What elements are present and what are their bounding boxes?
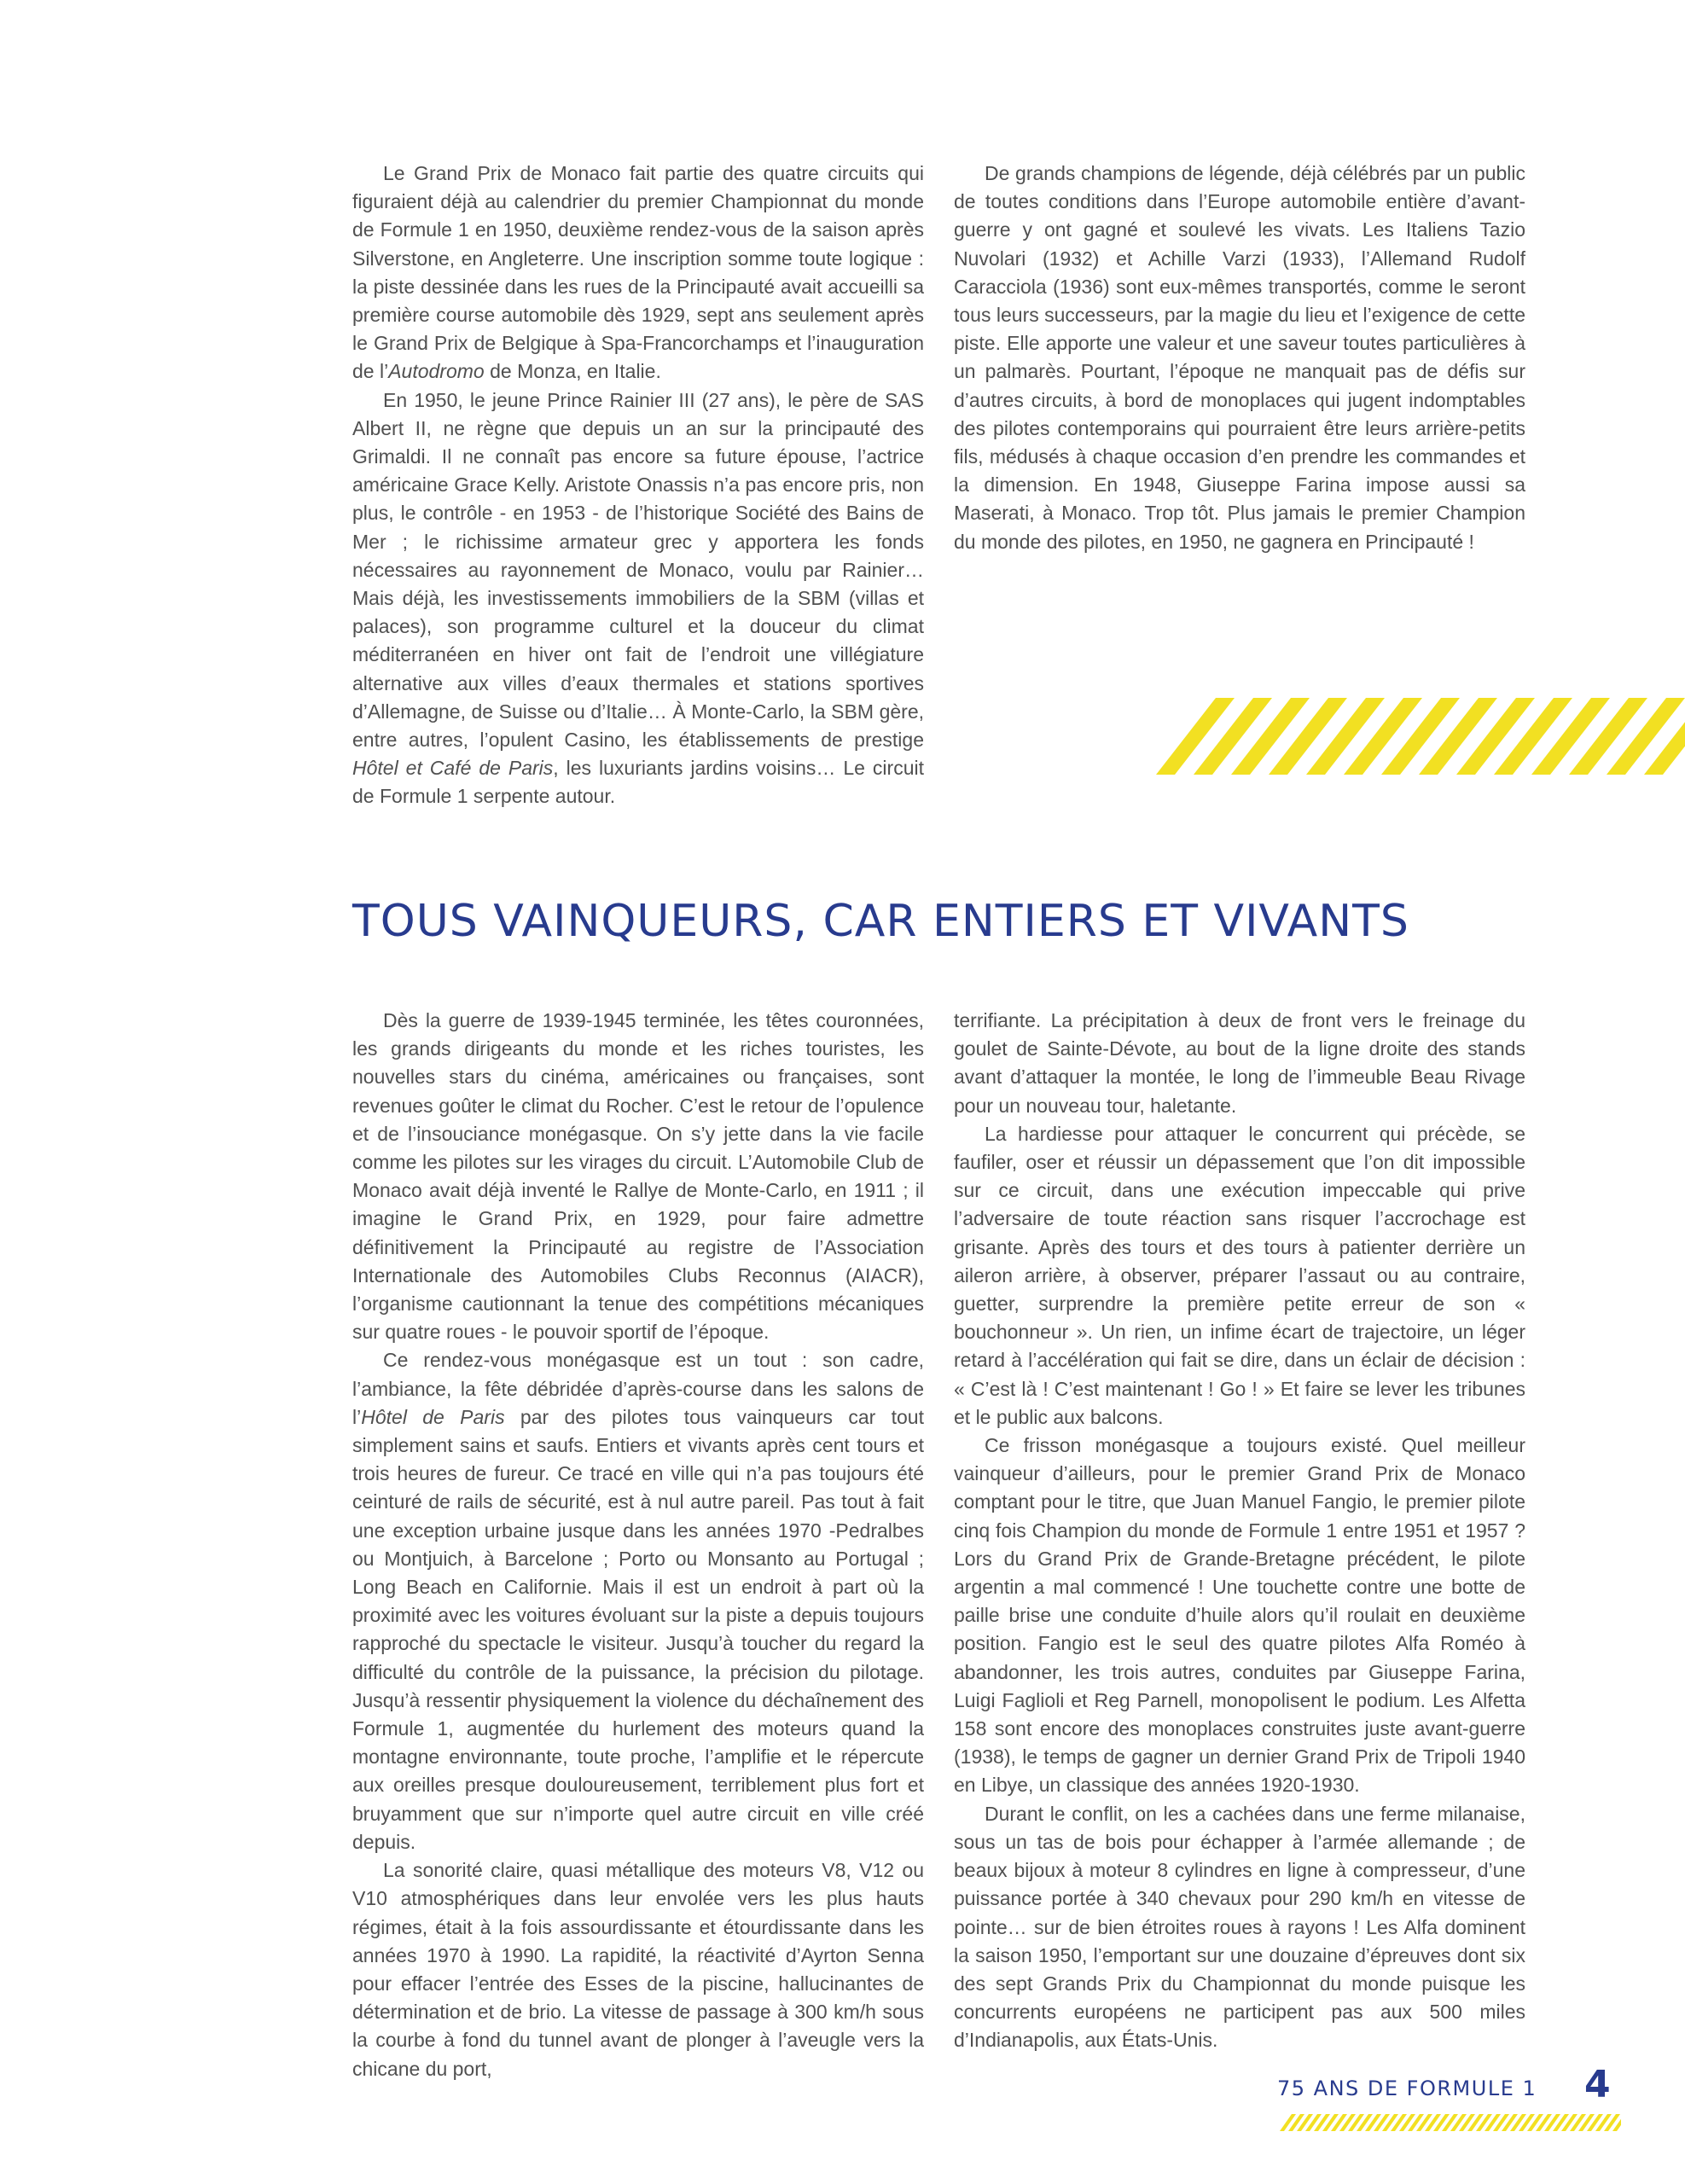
footer-title: 75 ANS DE FORMULE 1	[1277, 2077, 1537, 2100]
italic-text: Hôtel de Paris	[361, 1405, 505, 1428]
paragraph: La sonorité claire, quasi métallique des moteurs V8, V12 ou V10 atmosphériques dans leur envolée vers les plus hauts régimes, était à la fois assourdissante et étourdissante dans les années 1970 à 1990. La rapidité, la réactivité d’Ayrton Senna pour effacer l’entrée des Esses de la piscine, hallucinantes de détermination et de brio. La vitesse de passage à 300 km/h sous la courbe à fond du tunnel avant de plonger à l’aveugle vers la chicane du port,	[352, 1859, 924, 2080]
stripe	[1306, 698, 1385, 775]
paragraph: Ce rendez-vous monégasque est un tout : son cadre, l’ambiance, la fête débridée d’après-course dans les salons de l’Hôtel de Paris par des pilotes tous vainqueurs car tout simplement sains et saufs. Entiers et vivants après cent tours et trois heures de fureur. Ce tracé en ville qui n’a pas toujours été ceinturé de rails de sécurité, est à nul autre pareil. Pas tout à fait une exception urbaine jusque dans les années 1970 -Pedralbes ou Montjuich, à Barcelone ; Porto ou Monsanto au Portugal ; Long Beach en Californie. Mais il est un endroit à part où la proximité avec les voitures évoluant sur la piste a depuis toujours rapproché du spectacle le visiteur. Jusqu’à toucher du regard la difficulté du contrôle de la puissance, la précision du pilotage. Jusqu’à ressentir physiquement la violence du déchaînement des Formule 1, augmentée du hurlement des moteurs quand la montagne environnante, toute proche, l’amplifie et le répercute aux oreilles presque douloureusement, terriblement plus fort et bruyamment que sur n’importe quel autre circuit en ville créé depuis.	[352, 1349, 924, 1853]
stripe	[1194, 698, 1272, 775]
stripe	[1569, 698, 1647, 775]
stripe	[1531, 698, 1610, 775]
stripe	[1381, 698, 1460, 775]
stripe	[1156, 698, 1235, 775]
intro-column-right	[954, 160, 1525, 556]
page-number: 4	[1584, 2063, 1611, 2106]
paragraph: Ce frisson monégasque a toujours existé. Quel meilleur vainqueur d’ailleurs, pour le premier Grand Prix de Monaco comptant pour le titre, que Juan Manuel Fangio, le premier pilote cinq fois Champion du monde de Formule 1 entre 1951 et 1957 ? Lors du Grand Prix de Grande-Bretagne précédent, le pilote argentin a mal commencé ! Une touchette contre une botte de paille brise une conduite d’huile alors qu’il roulait en deuxième position. Fangio est le seul des quatre pilotes Alfa Roméo à abandonner, les trois autres, conduites par Giuseppe Farina, Luigi Faglioli et Reg Parnell, monopolisent le podium. Les Alfetta 158 sont encore des monoplaces construites juste avant-guerre (1938), le temps de gagner un dernier Grand Prix de Tripoli 1940 en Libye, un classique des années 1920-1930.	[954, 1434, 1525, 1797]
italic-text: Autodromo	[388, 360, 485, 383]
article-column-left	[352, 1007, 924, 2083]
paragraph: Durant le conflit, on les a cachées dans une ferme milanaise, sous un tas de bois pour échapper à l’armée allemande ; de beaux bijoux à moteur 8 cylindres en ligne à compresseur, d’une puissance portée à 340 chevaux pour 290 km/h en vitesse de pointe… sur de bien étroites roues à rayons ! Les Alfa dominent la saison 1950, l’emportant sur une douzaine d’épreuves dont six des sept Grands Prix du Championnat du monde puisque les concurrents européens ne participent pas aux 500 miles d’Indianapolis, aux États-Unis.	[954, 1802, 1525, 2052]
paragraph: terrifiante. La précipitation à deux de front vers le freinage du goulet de Sainte-Dévote, au bout de la ligne droite des stands avant d’attaquer la montée, le long de l’immeuble Beau Rivage pour un nouveau tour, haletante.	[954, 1009, 1525, 1117]
stripe	[1456, 698, 1535, 775]
paragraph: En 1950, le jeune Prince Rainier III (27 ans), le père de SAS Albert II, ne règne que depuis un an sur la principauté des Grimaldi. Il ne connaît pas encore sa future épouse, l’actrice américaine Grace Kelly. Aristote Onassis n’a pas encore pris, non plus, le contrôle - en 1953 - de l’historique Société des Bains de Mer ; le richissime armateur grec y apportera les fonds nécessaires au rayonnement de Monaco, voulu par Rainier… Mais déjà, les investissements immobiliers de la SBM (villas et palaces), son programme culturel et la douceur du climat méditerranéen en hiver ont fait de l’endroit une villégiature alternative aux villes d’eaux thermales et stations sportives d’Allemagne, de Suisse ou d’Italie… À Monte-Carlo, la SBM gère, entre autres, l’opulent Casino, les établissements de prestige Hôtel et Café de Paris, les luxuriants jardins voisins… Le circuit de Formule 1 serpente autour.	[352, 388, 924, 808]
stripe	[1494, 698, 1572, 775]
stripe	[1419, 698, 1497, 775]
stripe	[1344, 698, 1422, 775]
stripe	[1269, 698, 1347, 775]
article-column-right	[954, 1007, 1525, 2055]
intro-column-left	[352, 160, 924, 811]
footer-stripes-decoration	[1280, 2114, 1621, 2131]
yellow-stripes-decoration	[1156, 698, 1685, 775]
paragraph: De grands champions de légende, déjà célébrés par un public de toutes conditions dans l’Europe automobile entière d’avant-guerre y ont gagné et soulevé les vivats. Les Italiens Tazio Nuvolari (1932) et Achille Varzi (1933), l’Allemand Rudolf Caracciola (1936) sont eux-mêmes transportés, comme le seront tous leurs successeurs, par la magie du lieu et l’exigence de cette piste. Elle apporte une valeur et une saveur toutes particulières à un palmarès. Pourtant, l’époque ne manquait pas de défis sur d’autres circuits, à bord de monoplaces qui jugent indomptables des pilotes contemporains qui pourraient être leurs arrière-petits fils, médusés à chaque occasion d’en prendre les commandes et la dimension. En 1948, Giuseppe Farina impose aussi sa Maserati, à Monaco. Trop tôt. Plus jamais le premier Champion du monde des pilotes, en 1950, ne gagnera en Principauté !	[954, 162, 1525, 553]
stripe	[1607, 698, 1685, 775]
stripe	[1231, 698, 1310, 775]
paragraph: Dès la guerre de 1939-1945 terminée, les têtes couronnées, les grands dirigeants du monde et les riches touristes, les nouvelles stars du cinéma, américaines ou françaises, sont revenues goûter le climat du Rocher. C’est le retour de l’opulence et de l’insouciance monégasque. On s’y jette dans la vie facile comme les pilotes sur les virages du circuit. L’Automobile Club de Monaco avait déjà inventé le Rallye de Monte-Carlo, en 1911 ; il imagine le Grand Prix, en 1929, pour faire admettre définitivement la Principauté au registre de l’Association Internationale des Automobiles Clubs Reconnus (AIACR), l’organisme cautionnant la tenue des compétitions mécaniques sur quatre roues - le pouvoir sportif de l’époque.	[352, 1009, 924, 1344]
italic-text: Hôtel et Café de Paris	[352, 757, 554, 780]
paragraph: La hardiesse pour attaquer le concurrent qui précède, se faufiler, oser et réussir un dépassement que l’on dit impossible sur ce circuit, dans une exécution impeccable qui prive l’adversaire de toute réaction sans risquer l’accrochage est grisante. Après des tours et des tours à patienter derrière un aileron arrière, à observer, préparer l’assaut ou au contraire, guetter, surprendre la première petite erreur de son « bouchonneur ». Un rien, un infime écart de trajectoire, un léger retard à l’accélération qui fait se dire, dans un éclair de décision : « C’est là ! C’est maintenant ! Go ! » Et faire se lever les tribunes et le public aux balcons.	[954, 1122, 1525, 1428]
paragraph: Le Grand Prix de Monaco fait partie des quatre circuits qui figuraient déjà au calendrier du premier Championnat du monde de Formule 1 en 1950, deuxième rendez-vous de la saison après Silverstone, en Angleterre. Une inscription somme toute logique : la piste dessinée dans les rues de la Principauté avait accueilli sa première course automobile dès 1929, sept ans seulement après le Grand Prix de Belgique à Spa-Francorchamps et l’inauguration de l’Autodromo de Monza, en Italie.	[352, 162, 924, 383]
section-headline: TOUS VAINQUEURS, CAR ENTIERS ET VIVANTS	[352, 896, 1409, 947]
